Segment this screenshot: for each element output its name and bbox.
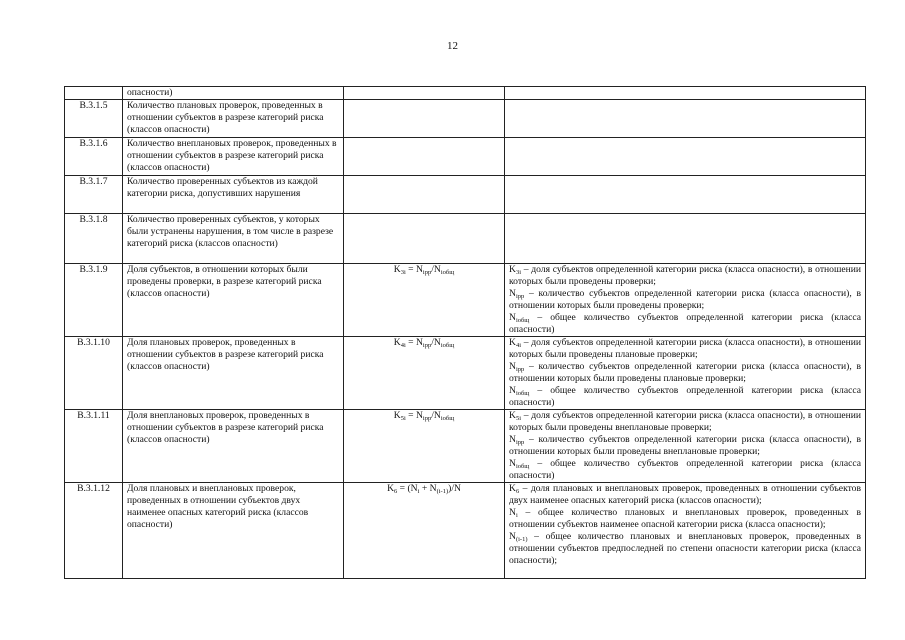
formula-n2-sub: (i-1) [436,488,449,495]
variable-text: – общее количество субъектов определенной категории риска (класса опасности) [509,385,861,408]
formula-n1-sub: ipp [422,415,432,422]
variable-definition [509,312,861,336]
formula-cell [344,100,505,138]
formula-sep: /N [431,264,441,275]
formula-cell [344,176,505,214]
formula-eq: = N [405,410,423,421]
formula-eq: = N [405,264,423,275]
table-row [65,87,866,100]
formula [394,264,454,276]
variable-subscript: i [515,512,518,519]
formula-cell [344,264,505,337]
formula-cell [344,214,505,264]
variable-text: – общее количество плановых и внеплановых проверок, проведенных в отношении субъектов наименее опасной категории риска (класса опасности); [509,507,861,530]
table-row [65,337,866,410]
variable-text: – общее количество субъектов определенной категории риска (класса опасности) [509,458,861,481]
formula [394,337,454,349]
variable-symbol: N [509,288,516,299]
variable-symbol: N [509,507,516,518]
indicator-code [65,87,123,100]
page-number: 12 [447,40,458,52]
variable-symbol: N [509,385,516,396]
formula-lhs: K [393,264,401,275]
table-row [65,214,866,264]
variable-definition [509,434,861,458]
formula-description [505,410,866,483]
variable-definition [509,385,861,409]
variable-definition [509,458,861,482]
variable-symbol: N [509,312,516,323]
formula-lhs-sub: 3i [400,269,406,276]
indicator-code: В.3.1.8 [65,214,123,264]
variable-subscript: iобщ [515,390,530,397]
variable-symbol: N [509,531,516,542]
variable-text: – общее количество субъектов определенной категории риска (класса опасности) [509,312,861,335]
indicator-name: Доля плановых проверок, проведенных в отношении субъектов в разрезе категорий риска (классов опасности) [123,337,344,410]
formula-lhs: K [387,483,395,494]
variable-text: – доля субъектов определенной категории риска (класса опасности), в отношении которых были проведены проверки; [509,264,861,287]
formula-eq: = (N [397,483,418,494]
formula-description [505,138,866,176]
formula-eq: = N [405,337,423,348]
formula-lhs-sub: 6 [394,488,398,495]
formula-lhs-sub: 4i [400,342,406,349]
formula-cell [344,87,505,100]
formula-cell [344,410,505,483]
formula-lhs-sub: 5i [400,415,406,422]
table-row [65,483,866,579]
formula [394,410,454,422]
variable-definition [509,531,861,567]
indicator-code: В.3.1.7 [65,176,123,214]
variable-text: – доля субъектов определенной категории риска (класса опасности), в отношении которых были проведены плановые проверки; [509,337,861,360]
indicator-name: Количество плановых проверок, проведенных в отношении субъектов в разрезе категорий риска (классов опасности) [123,100,344,138]
formula-description [505,483,866,579]
variable-definition [509,361,861,385]
variable-subscript: 3i [515,269,521,276]
indicator-name: Количество проверенных субъектов, у которых были устранены нарушения, в том числе в разрезе категорий риска (классов опасности) [123,214,344,264]
formula-sep: /N [431,410,441,421]
variable-symbol: K [509,483,516,494]
table-row [65,176,866,214]
variable-symbol: N [509,434,516,445]
indicator-name: опасности) [123,87,344,100]
formula-sep: /N [431,337,441,348]
formula-n2-sub: iобщ [440,342,455,349]
table-row [65,410,866,483]
formula-lhs: K [393,337,401,348]
variable-definition [509,288,861,312]
formula-n1-sub: ipp [422,269,432,276]
indicator-name: Количество проверенных субъектов из каждой категории риска, допустивших нарушения [123,176,344,214]
variable-definition [509,483,861,507]
formula-n1-sub: i [417,488,420,495]
formula-cell [344,337,505,410]
variable-text: – доля субъектов определенной категории риска (класса опасности), в отношении которых были проведены внеплановые проверки; [509,410,861,433]
table-row [65,138,866,176]
variable-definition [509,337,861,361]
formula-n2-sub: iобщ [440,269,455,276]
indicator-name: Доля субъектов, в отношении которых были проведены проверки, в разрезе категорий риска (классов опасности) [123,264,344,337]
indicator-code: В.3.1.11 [65,410,123,483]
formula-tail: )/N [448,483,461,494]
formula [387,483,461,495]
formula-description [505,264,866,337]
variable-text: – доля плановых и внеплановых проверок, проведенных в отношении субъектов двух наименее опасных категорий риска (классов опасности); [509,483,861,506]
table-row [65,100,866,138]
variable-subscript: ipp [515,293,525,300]
formula-description [505,176,866,214]
variable-subscript: 6 [515,488,520,495]
formula-description [505,214,866,264]
indicator-name: Количество внеплановых проверок, проведенных в отношении субъектов в разрезе категорий риска (классов опасности) [123,138,344,176]
formula-cell [344,483,505,579]
formula-lhs: K [393,410,401,421]
formula-description [505,100,866,138]
variable-subscript: (i-1) [515,536,528,543]
indicator-code: В.3.1.6 [65,138,123,176]
variable-subscript: ipp [515,439,525,446]
formula-description [505,337,866,410]
formula-n1-sub: ipp [422,342,432,349]
variable-symbol: N [509,361,516,372]
variable-definition [509,410,861,434]
indicator-code: В.3.1.9 [65,264,123,337]
formula-n2-sub: iобщ [440,415,455,422]
variable-text: – количество субъектов определенной категории риска (класса опасности), в отношении которых были проведены внеплановые проверки; [509,434,861,457]
formula-sep: + N [419,483,437,494]
variable-text: – количество субъектов определенной категории риска (класса опасности), в отношении которых были проведены плановые проверки; [509,361,861,384]
variable-symbol: K [509,410,516,421]
indicators-table [64,86,866,579]
table-row [65,264,866,337]
indicator-code: В.3.1.12 [65,483,123,579]
variable-text: – общее количество плановых и внеплановых проверок, проведенных в отношении субъектов предпоследней по степени опасности категории риска (класса опасности); [509,531,861,566]
formula-description [505,87,866,100]
variable-text: – количество субъектов определенной категории риска (класса опасности), в отношении которых были проведены проверки; [509,288,861,311]
indicator-name: Доля плановых и внеплановых проверок, проведенных в отношении субъектов двух наименее опасных категорий риска (классов опасности) [123,483,344,579]
variable-symbol: K [509,337,516,348]
variable-subscript: 4i [515,342,521,349]
variable-subscript: iобщ [515,317,530,324]
formula-cell [344,138,505,176]
variable-subscript: iобщ [515,463,530,470]
variable-subscript: ipp [515,366,525,373]
indicator-name: Доля внеплановых проверок, проведенных в отношении субъектов в разрезе категорий риска (классов опасности) [123,410,344,483]
variable-definition [509,264,861,288]
variable-symbol: K [509,264,516,275]
indicator-code: В.3.1.5 [65,100,123,138]
variable-definition [509,507,861,531]
variable-subscript: 5i [515,415,521,422]
indicator-code: В.3.1.10 [65,337,123,410]
variable-symbol: N [509,458,516,469]
